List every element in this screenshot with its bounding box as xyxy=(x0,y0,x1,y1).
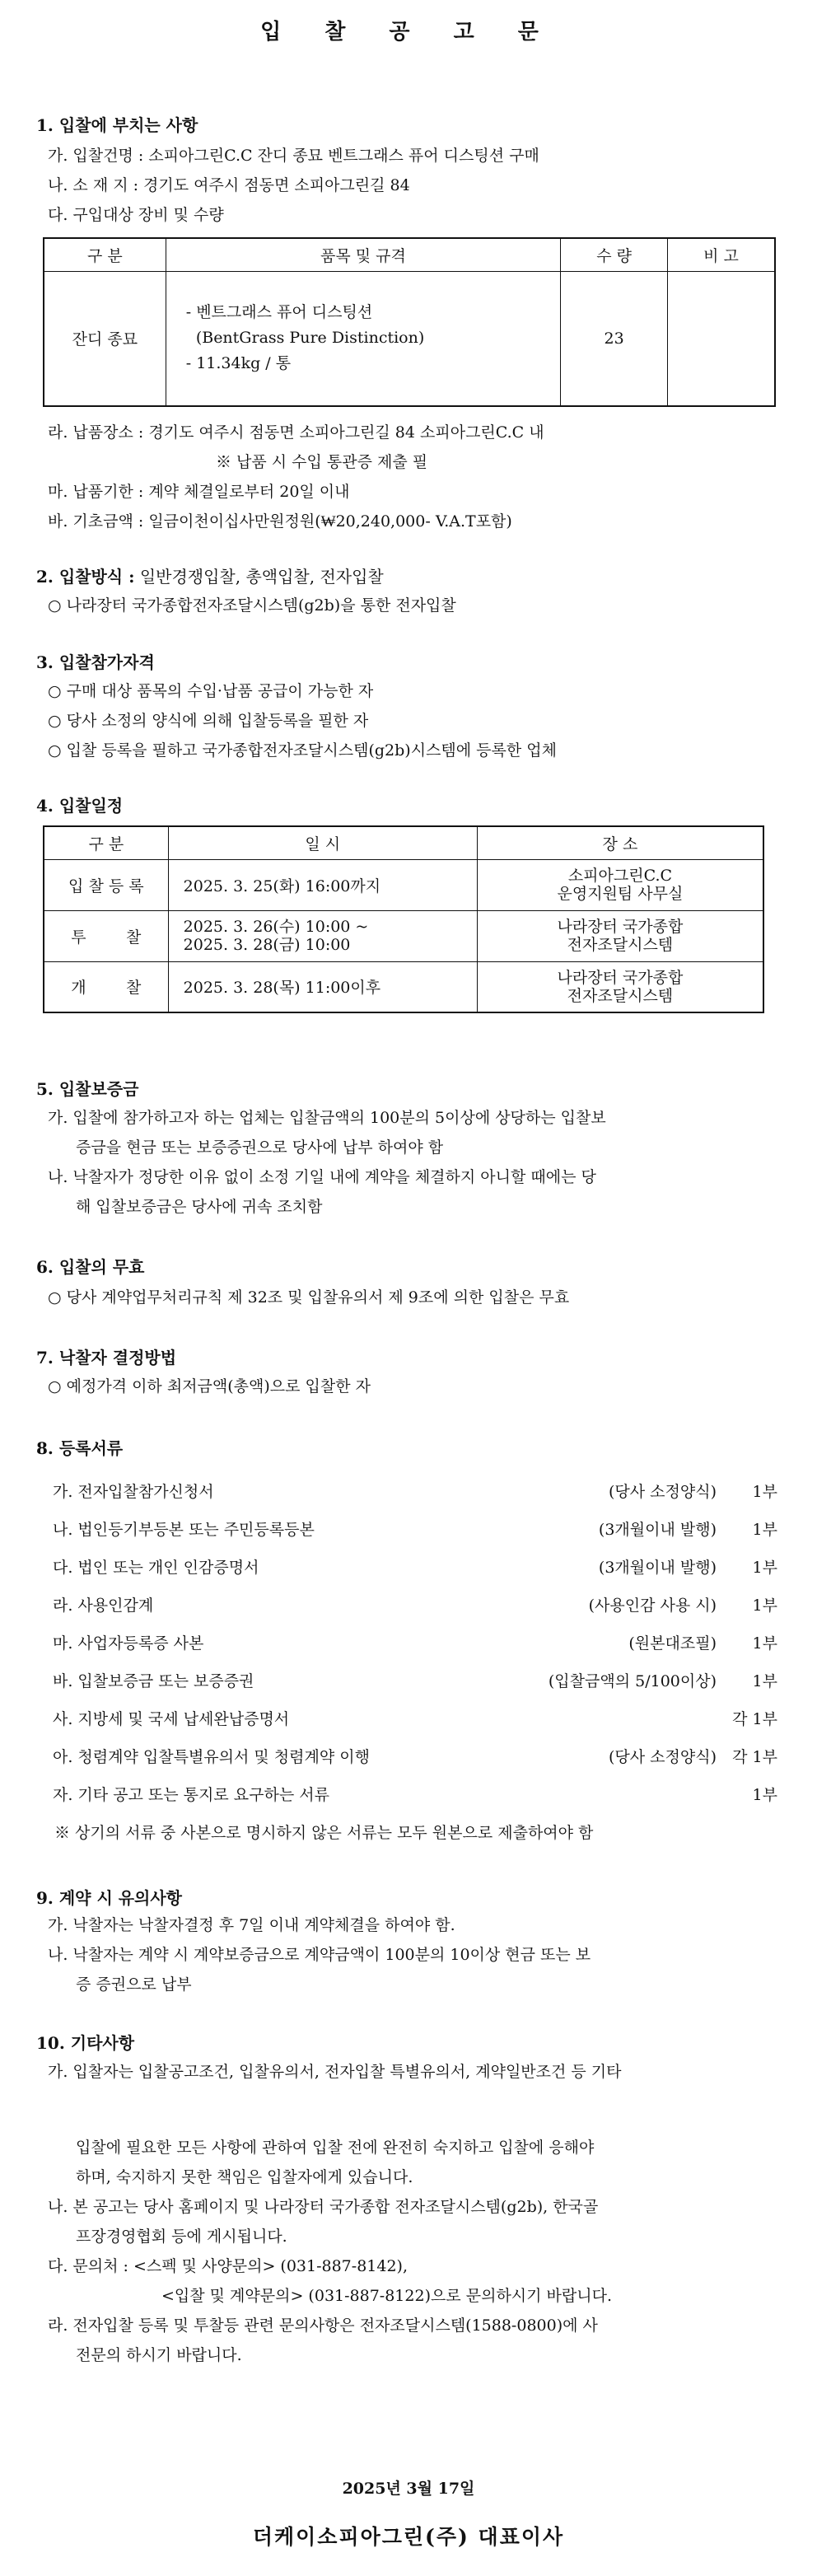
purchase-target-line: 다. 구입대상 장비 및 수량 xyxy=(48,206,224,224)
qualification-line: ○ 구매 대상 품목의 수입·납품 공급이 가능한 자 xyxy=(48,682,374,700)
item-table-header: 비 고 xyxy=(668,238,775,271)
schedule-header: 장 소 xyxy=(477,826,763,859)
schedule-place xyxy=(477,910,763,961)
document-condition: (당사 소정양식) xyxy=(609,1748,717,1766)
document-name: 마. 사업자등록증 사본 xyxy=(53,1634,204,1653)
schedule-place-line: 운영지원팀 사무실 xyxy=(557,885,684,903)
schedule-place xyxy=(477,961,763,1012)
document-condition: (3개월이내 발행) xyxy=(598,1559,717,1577)
schedule-label: 개 찰 xyxy=(44,961,168,1012)
item-spec xyxy=(166,271,560,406)
documents-note: ※ 상기의 서류 중 사본으로 명시하지 않은 서류는 모두 원본으로 제출하여야 함 xyxy=(54,1824,594,1842)
section-6-heading: 6. 입찰의 무효 xyxy=(36,1257,145,1277)
misc-line: 라. 전자입찰 등록 및 투찰등 관련 문의사항은 전자조달시스템(1588-0800)에 사 xyxy=(48,2317,598,2335)
document-quantity: 1부 xyxy=(752,1559,777,1577)
schedule-row xyxy=(44,859,763,910)
document-item xyxy=(53,1669,777,1694)
misc-line: 나. 본 공고는 당사 홈페이지 및 나라장터 국가종합 전자조달시스템(g2b), 한국골 xyxy=(48,2198,599,2216)
delivery-place-line: 라. 납품장소 : 경기도 여주시 점동면 소피아그린길 84 소피아그린C.C 내 xyxy=(48,423,544,442)
schedule-label: 입 찰 등 록 xyxy=(44,859,168,910)
item-table-header: 품목 및 규격 xyxy=(166,238,560,271)
contract-note-line: 나. 낙찰자는 계약 시 계약보증금으로 계약금액이 100분의 10이상 현금 또는 보 xyxy=(48,1946,591,1964)
misc-line: 프장경영협회 등에 게시됩니다. xyxy=(76,2228,287,2246)
item-spec-line: - 벤트그래스 퓨어 디스팅션 xyxy=(185,303,373,322)
document-condition: (사용인감 사용 시) xyxy=(588,1597,717,1615)
section-2-heading xyxy=(36,563,384,587)
document-quantity: 1부 xyxy=(752,1634,777,1653)
document-item xyxy=(53,1480,777,1504)
schedule-row xyxy=(44,961,763,1012)
schedule-time: 2025. 3. 28(목) 11:00이후 xyxy=(168,961,477,1012)
schedule-label: 투 찰 xyxy=(44,910,168,961)
document-item xyxy=(53,1517,777,1542)
document-condition: (원본대조필) xyxy=(628,1634,717,1653)
schedule-time xyxy=(168,910,477,961)
schedule-place-line: 나라장터 국가종합 xyxy=(557,918,684,936)
document-quantity: 각 1부 xyxy=(732,1710,777,1728)
section-2-label: 2. 입찰방식 : xyxy=(36,567,135,587)
document-quantity: 1부 xyxy=(752,1672,777,1690)
document-name: 자. 기타 공고 또는 통지로 요구하는 서류 xyxy=(53,1786,329,1804)
page-title: 입 찰 공 고 문 xyxy=(260,20,557,44)
document-item xyxy=(53,1555,777,1580)
document-item xyxy=(53,1631,777,1656)
item-table-header: 수 량 xyxy=(561,238,668,271)
schedule-place-line: 나라장터 국가종합 xyxy=(557,968,684,987)
document-condition: (입찰금액의 5/100이상) xyxy=(548,1672,717,1690)
company-signature: 더케이소피아그린(주) 대표이사 xyxy=(252,2525,565,2549)
notice-date: 2025년 3월 17일 xyxy=(342,2480,475,2498)
document-name: 사. 지방세 및 국세 납세완납증명서 xyxy=(53,1710,290,1728)
section-4-heading: 4. 입찰일정 xyxy=(36,796,124,816)
misc-line: 입찰에 필요한 모든 사항에 관하여 입찰 전에 완전히 숙지하고 입찰에 응해야 xyxy=(76,2139,595,2157)
schedule-table xyxy=(43,825,764,1013)
section-8-heading: 8. 등록서류 xyxy=(36,1438,124,1458)
item-table xyxy=(43,237,776,407)
deposit-line: 해 입찰보증금은 당사에 귀속 조치함 xyxy=(76,1198,323,1216)
invalid-bid-line: ○ 당사 계약업무처리규칙 제 32조 및 입찰유의서 제 9조에 의한 입찰은 무효 xyxy=(48,1288,570,1307)
document-name: 가. 전자입찰참가신청서 xyxy=(53,1483,214,1501)
section-5-heading: 5. 입찰보증금 xyxy=(36,1079,139,1099)
schedule-place-line: 전자조달시스템 xyxy=(567,936,674,954)
schedule-place xyxy=(477,859,763,910)
item-note xyxy=(668,271,775,406)
item-category: 잔디 종묘 xyxy=(44,271,166,406)
bid-name-line: 가. 입찰건명 : 소피아그린C.C 잔디 종묘 벤트그래스 퓨어 디스팅션 구매 xyxy=(48,147,539,165)
section-10-heading: 10. 기타사항 xyxy=(36,2033,135,2053)
document-quantity: 1부 xyxy=(752,1483,777,1501)
section-7-heading: 7. 낙찰자 결정방법 xyxy=(36,1348,177,1367)
misc-line: 전문의 하시기 바랍니다. xyxy=(76,2346,242,2364)
document-name: 아. 청렴계약 입찰특별유의서 및 청렴계약 이행 xyxy=(53,1748,370,1766)
document-item xyxy=(53,1783,777,1807)
contract-note-line: 가. 낙찰자는 낙찰자결정 후 7일 이내 계약체결을 하여야 함. xyxy=(48,1916,455,1934)
item-spec-line: - 11.34kg / 통 xyxy=(185,354,292,373)
delivery-note: ※ 납품 시 수입 통관증 제출 필 xyxy=(216,453,428,471)
schedule-row xyxy=(44,910,763,961)
document-item xyxy=(53,1707,777,1732)
item-spec-line: (BentGrass Pure Distinction) xyxy=(185,329,425,348)
deposit-line: 가. 입찰에 참가하고자 하는 업체는 입찰금액의 100분의 5이상에 상당하는 입찰보 xyxy=(48,1109,606,1127)
schedule-time: 2025. 3. 25(화) 16:00까지 xyxy=(168,859,477,910)
deposit-line: 증금을 현금 또는 보증증권으로 당사에 납부 하여야 함 xyxy=(76,1138,444,1157)
section-1-heading: 1. 입찰에 부치는 사항 xyxy=(36,115,198,135)
document-condition: (3개월이내 발행) xyxy=(598,1521,717,1539)
schedule-place-line: 소피아그린C.C xyxy=(567,867,673,885)
document-quantity: 각 1부 xyxy=(732,1748,777,1766)
document-name: 다. 법인 또는 개인 인감증명서 xyxy=(53,1559,259,1577)
section-9-heading: 9. 계약 시 유의사항 xyxy=(36,1888,183,1908)
section-2-method: 일반경쟁입찰, 총액입찰, 전자입찰 xyxy=(134,567,384,587)
document-name: 라. 사용인감계 xyxy=(53,1597,154,1615)
document-quantity: 1부 xyxy=(752,1521,777,1539)
schedule-time-line: 2025. 3. 28(금) 10:00 xyxy=(183,936,351,954)
qualification-line: ○ 당사 소정의 양식에 의해 입찰등록을 필한 자 xyxy=(48,712,369,730)
contact-line: 다. 문의처 : <스펙 및 사양문의> (031-887-8142), xyxy=(48,2257,408,2275)
misc-line: 하며, 숙지하지 못한 책임은 입찰자에게 있습니다. xyxy=(76,2168,413,2186)
base-amount-line: 바. 기초금액 : 일금이천이십사만원정원(₩20,240,000- V.A.T포함) xyxy=(48,512,512,531)
item-quantity: 23 xyxy=(561,271,668,406)
contact-line: <입찰 및 계약문의> (031-887-8122)으로 문의하시기 바랍니다. xyxy=(161,2287,612,2305)
document-name: 바. 입찰보증금 또는 보증증권 xyxy=(53,1672,254,1690)
document-quantity: 1부 xyxy=(752,1597,777,1615)
document-item xyxy=(53,1745,777,1770)
schedule-header: 구 분 xyxy=(44,826,168,859)
winner-method-line: ○ 예정가격 이하 최저금액(총액)으로 입찰한 자 xyxy=(48,1377,371,1396)
schedule-place-line: 전자조달시스템 xyxy=(567,986,674,1005)
qualification-line: ○ 입찰 등록을 필하고 국가종합전자조달시스템(g2b)시스템에 등록한 업체 xyxy=(48,741,557,760)
contract-note-line: 증 증권으로 납부 xyxy=(76,1975,192,1994)
delivery-deadline-line: 마. 납품기한 : 계약 체결일로부터 20일 이내 xyxy=(48,483,350,501)
document-condition: (당사 소정양식) xyxy=(609,1483,717,1501)
document-name: 나. 법인등기부등본 또는 주민등록등본 xyxy=(53,1521,315,1539)
deposit-line: 나. 낙찰자가 정당한 이유 없이 소정 기일 내에 계약을 체결하지 아니할 때에는 당 xyxy=(48,1168,596,1186)
schedule-header: 일 시 xyxy=(168,826,477,859)
bid-method-line: ○ 나라장터 국가종합전자조달시스템(g2b)을 통한 전자입찰 xyxy=(48,596,456,615)
section-3-heading: 3. 입찰참가자격 xyxy=(36,652,155,672)
document-quantity: 1부 xyxy=(752,1786,777,1804)
location-line: 나. 소 재 지 : 경기도 여주시 점동면 소피아그린길 84 xyxy=(48,176,410,194)
schedule-time-line: 2025. 3. 26(수) 10:00 ~ xyxy=(183,918,369,936)
misc-line: 가. 입찰자는 입찰공고조건, 입찰유의서, 전자입찰 특별유의서, 계약일반조건 등 기타 xyxy=(48,2063,622,2081)
item-table-header: 구 분 xyxy=(44,238,166,271)
document-item xyxy=(53,1593,777,1618)
